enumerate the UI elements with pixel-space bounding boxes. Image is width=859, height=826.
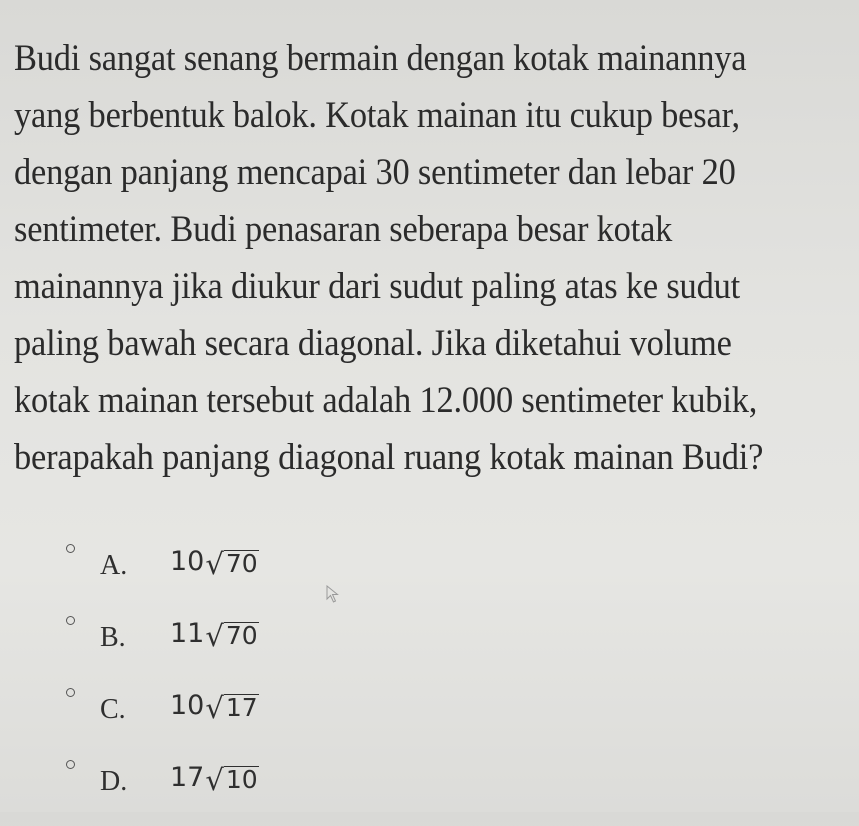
mouse-cursor-icon: [326, 585, 340, 603]
question-line: paling bawah secara diagonal. Jika diketahui volume: [14, 323, 732, 364]
radio-button-b[interactable]: [66, 616, 75, 625]
option-radicand: 70: [225, 548, 258, 578]
sqrt-expression: [205, 547, 258, 581]
sqrt-icon: √: [205, 619, 224, 653]
option-letter: A.: [100, 550, 128, 581]
option-coefficient: 17: [170, 762, 205, 793]
radio-button-a[interactable]: [66, 544, 75, 553]
question-text: [14, 30, 844, 486]
option-coefficient: 10: [170, 690, 205, 721]
question-line: Budi sangat senang bermain dengan kotak mainannya: [14, 38, 747, 79]
sqrt-icon: √: [205, 763, 224, 797]
sqrt-icon: √: [205, 691, 224, 725]
sqrt-expression: [205, 691, 258, 725]
option-value: [170, 762, 259, 797]
question-line: yang berbentuk balok. Kotak mainan itu cukup besar,: [14, 95, 740, 136]
option-letter: C.: [100, 694, 126, 725]
question-line: kotak mainan tersebut adalah 12.000 sentimeter kubik,: [14, 380, 758, 421]
option-value: [170, 690, 259, 725]
option-letter: D.: [100, 766, 128, 797]
question-line: dengan panjang mencapai 30 sentimeter dan lebar 20: [14, 152, 736, 193]
radio-button-d[interactable]: [66, 760, 75, 769]
option-value: [170, 546, 259, 581]
option-radicand: 17: [225, 692, 258, 722]
option-value: [170, 618, 259, 653]
question-line: mainannya jika diukur dari sudut paling atas ke sudut: [14, 266, 740, 307]
sqrt-expression: [205, 763, 258, 797]
question-line: berapakah panjang diagonal ruang kotak mainan Budi?: [14, 437, 764, 478]
option-coefficient: 11: [170, 618, 205, 649]
option-radicand: 70: [225, 620, 258, 650]
option-letter: B.: [100, 622, 126, 653]
option-radicand: 10: [225, 764, 258, 794]
sqrt-icon: √: [205, 547, 224, 581]
radio-button-c[interactable]: [66, 688, 75, 697]
sqrt-expression: [205, 619, 258, 653]
option-coefficient: 10: [170, 546, 205, 577]
question-line: sentimeter. Budi penasaran seberapa besar kotak: [14, 209, 673, 250]
